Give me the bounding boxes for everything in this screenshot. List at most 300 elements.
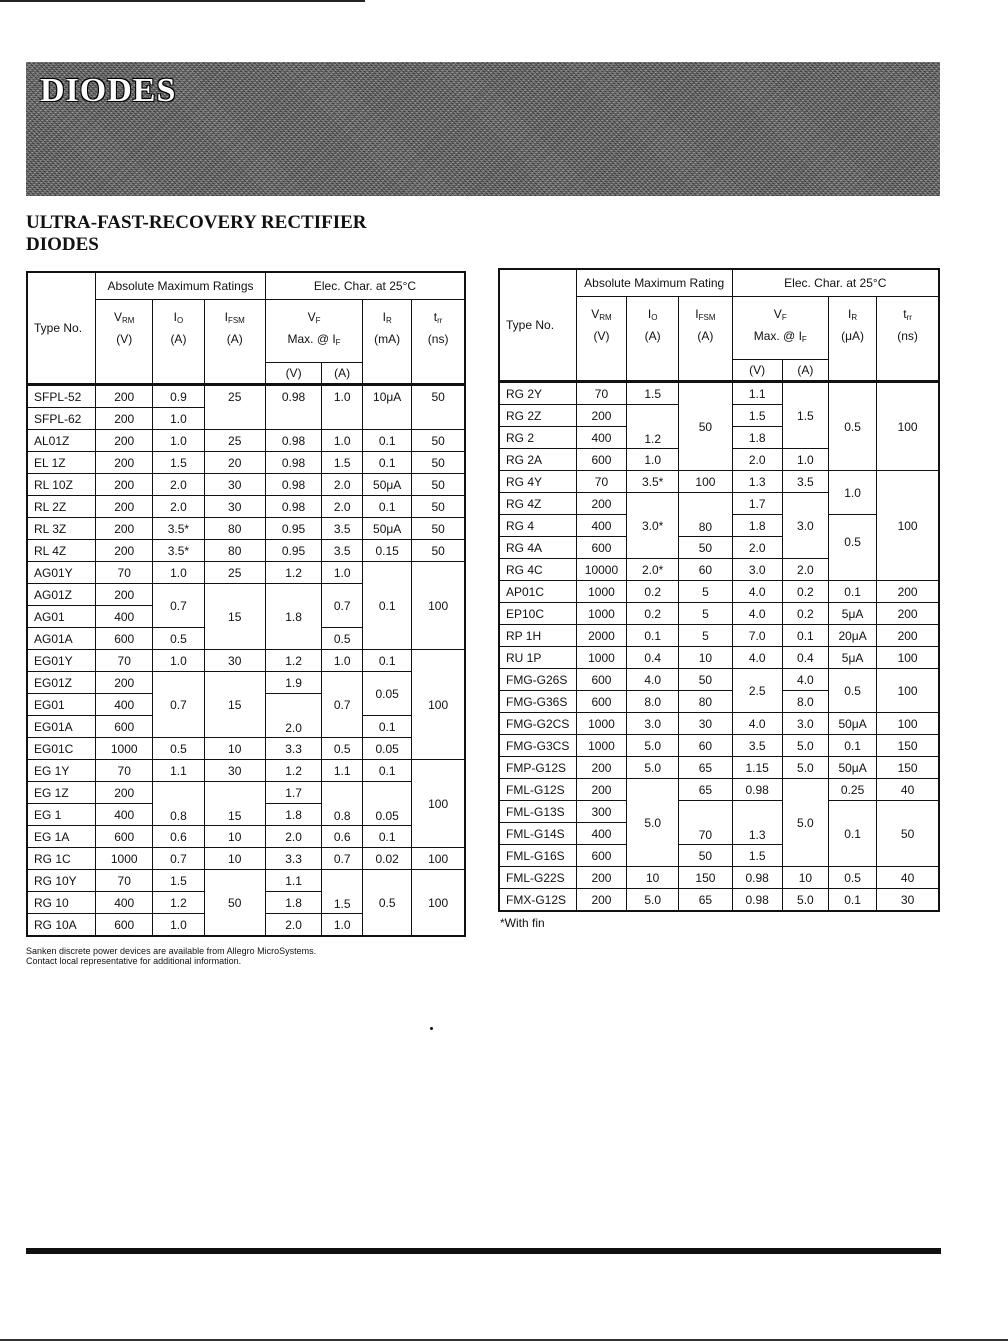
if-cell: 5.0: [782, 889, 828, 912]
trr-cell: 150: [877, 757, 939, 779]
type-cell: RL 4Z: [27, 540, 96, 562]
type-cell: FML-G16S: [499, 845, 576, 867]
trr-cell: 100: [877, 647, 939, 669]
vf-cell: 0.95: [265, 518, 321, 540]
type-cell: RG 10Y: [27, 870, 96, 892]
footnote-line-2: Contact local representative for additional information.: [26, 956, 242, 966]
table-row: [499, 625, 939, 647]
vrm-cell: 200: [96, 474, 153, 496]
ifsm-header: $I_{FSM}$ (A): [679, 297, 732, 382]
vrm-cell: 1000: [576, 713, 626, 735]
ifsm-cell: 10: [204, 826, 265, 848]
ir-cell: 0.05: [363, 738, 412, 760]
ir-cell: 0.1: [363, 760, 412, 782]
ir-cell: 0.1: [363, 430, 412, 452]
ir-cell: 0.02: [363, 848, 412, 870]
table-row: [499, 713, 939, 735]
table-row: [27, 782, 465, 804]
ifsm-header: $I_{FSM}$ (A): [204, 300, 265, 385]
vf-cell: 1.3: [732, 801, 782, 845]
vrm-cell: 400: [576, 427, 626, 449]
vrm-cell: 2000: [576, 625, 626, 647]
ifsm-cell: 10: [679, 647, 732, 669]
vrm-cell: 200: [96, 430, 153, 452]
trr-cell: 100: [412, 760, 465, 848]
banner-title: DIODES: [40, 72, 177, 109]
ifsm-cell: 80: [679, 691, 732, 713]
vf-cell: 2.0: [265, 826, 321, 848]
io-cell: 0.5: [153, 628, 204, 650]
type-header: Type No.: [27, 272, 96, 385]
vrm-cell: 200: [576, 493, 626, 515]
type-header: Type No.: [499, 269, 576, 382]
bottom-rule: [26, 1248, 941, 1254]
io-cell: 1.2: [153, 892, 204, 914]
ifsm-cell: 30: [679, 713, 732, 735]
type-cell: SFPL-52: [27, 385, 96, 408]
ifsm-cell: 80: [679, 493, 732, 537]
if-cell: 10: [782, 867, 828, 889]
type-cell: EL 1Z: [27, 452, 96, 474]
io-header: $I_O$ (A): [627, 297, 679, 382]
io-cell: 0.7: [153, 672, 204, 738]
trr-cell: 50: [412, 430, 465, 452]
ifsm-cell: 25: [204, 385, 265, 430]
table-row: [27, 738, 465, 760]
if-cell: 5.0: [782, 779, 828, 867]
heading-line-2: DIODES: [26, 234, 99, 255]
if-cell: 5.0: [782, 735, 828, 757]
if-cell: 0.7: [322, 672, 363, 738]
table-row: [499, 669, 939, 691]
vrm-cell: 600: [576, 691, 626, 713]
ir-cell: 50μA: [828, 713, 876, 735]
type-cell: EG01C: [27, 738, 96, 760]
table-row: [27, 385, 465, 408]
ifsm-cell: 25: [204, 562, 265, 584]
table-row: [27, 452, 465, 474]
ifsm-cell: 30: [204, 650, 265, 672]
ifsm-cell: 50: [679, 537, 732, 559]
if-cell: 8.0: [782, 691, 828, 713]
vrm-cell: 70: [96, 562, 153, 584]
ifsm-cell: 5: [679, 625, 732, 647]
io-cell: 1.5: [153, 452, 204, 474]
if-cell: 1.0: [322, 562, 363, 584]
trr-cell: 50: [877, 801, 939, 867]
vrm-cell: 70: [576, 471, 626, 493]
io-cell: 1.5: [627, 382, 679, 405]
trr-cell: 50: [412, 474, 465, 496]
vf-cell: 0.98: [732, 779, 782, 801]
io-cell: 1.0: [153, 650, 204, 672]
if-cell: 1.0: [322, 385, 363, 430]
io-cell: 1.2: [627, 405, 679, 449]
ifsm-cell: 100: [679, 471, 732, 493]
footnote: [26, 946, 316, 966]
vrm-cell: 1000: [96, 848, 153, 870]
io-cell: 3.5*: [153, 518, 204, 540]
ir-cell: 0.1: [363, 826, 412, 848]
vrm-cell: 70: [96, 650, 153, 672]
ifsm-cell: 80: [204, 518, 265, 540]
if-cell: 2.0: [322, 496, 363, 518]
vf-amps-unit: (A): [322, 363, 363, 385]
vrm-cell: 200: [96, 672, 153, 694]
vrm-cell: 1000: [576, 581, 626, 603]
elec-char-header: Elec. Char. at 25°C: [732, 269, 939, 297]
ifsm-cell: 30: [204, 760, 265, 782]
vf-cell: 0.98: [265, 385, 321, 430]
ifsm-cell: 15: [204, 584, 265, 650]
io-cell: 5.0: [627, 779, 679, 867]
io-cell: 1.5: [153, 870, 204, 892]
io-cell: 0.7: [153, 584, 204, 628]
vrm-cell: 200: [96, 540, 153, 562]
ifsm-cell: 10: [204, 848, 265, 870]
ifsm-cell: 150: [679, 867, 732, 889]
trr-cell: 200: [877, 625, 939, 647]
type-cell: FMG-G3CS: [499, 735, 576, 757]
if-cell: 1.1: [322, 760, 363, 782]
vrm-cell: 200: [96, 385, 153, 408]
scan-speck: [430, 1027, 433, 1030]
io-cell: 2.0*: [627, 559, 679, 581]
if-cell: 1.0: [322, 650, 363, 672]
vrm-cell: 600: [96, 628, 153, 650]
ir-header: $I_R$ (mA): [363, 300, 412, 385]
ifsm-cell: 50: [204, 870, 265, 937]
trr-cell: 50: [412, 496, 465, 518]
if-cell: 3.0: [782, 713, 828, 735]
trr-cell: 30: [877, 889, 939, 912]
footnote-line-1: Sanken discrete power devices are available from Allegro MicroSystems.: [26, 946, 317, 956]
io-cell: 1.0: [153, 914, 204, 937]
ir-cell: 20μA: [828, 625, 876, 647]
vrm-cell: 1000: [576, 735, 626, 757]
vf-cell: 3.0: [732, 559, 782, 581]
type-cell: AG01: [27, 606, 96, 628]
vrm-cell: 70: [576, 382, 626, 405]
io-cell: 0.4: [627, 647, 679, 669]
ir-cell: 50μA: [363, 474, 412, 496]
type-cell: RL 2Z: [27, 496, 96, 518]
io-header: $I_O$ (A): [153, 300, 204, 385]
vf-cell: 1.15: [732, 757, 782, 779]
ifsm-cell: 65: [679, 779, 732, 801]
type-cell: EG 1Y: [27, 760, 96, 782]
vf-cell: 2.0: [265, 694, 321, 738]
ir-cell: 0.05: [363, 672, 412, 716]
vrm-header: $V_{RM}$ (V): [96, 300, 153, 385]
vf-volts-unit: (V): [732, 360, 782, 382]
vf-cell: 0.98: [265, 474, 321, 496]
vf-cell: 0.98: [732, 867, 782, 889]
vrm-cell: 300: [576, 801, 626, 823]
io-cell: 0.2: [627, 603, 679, 625]
vrm-cell: 400: [96, 694, 153, 716]
vrm-cell: 200: [576, 889, 626, 912]
ir-cell: 0.15: [363, 540, 412, 562]
vf-cell: 1.8: [732, 515, 782, 537]
vf-amps-unit: (A): [782, 360, 828, 382]
if-cell: 4.0: [782, 669, 828, 691]
vf-cell: 2.0: [265, 914, 321, 937]
type-cell: AG01A: [27, 628, 96, 650]
ifsm-cell: 20: [204, 452, 265, 474]
type-cell: AG01Y: [27, 562, 96, 584]
table-row: [27, 848, 465, 870]
type-cell: FML-G14S: [499, 823, 576, 845]
vf-cell: 1.1: [732, 382, 782, 405]
if-cell: 1.0: [782, 449, 828, 471]
if-cell: 3.5: [322, 518, 363, 540]
ifsm-cell: 50: [679, 382, 732, 471]
ir-cell: 50μA: [828, 757, 876, 779]
table-row: [499, 647, 939, 669]
ir-cell: 0.5: [828, 669, 876, 713]
vf-header: $V_F$ Max. @ $I_F$: [265, 300, 362, 363]
table-row: [27, 760, 465, 782]
vf-cell: 4.0: [732, 581, 782, 603]
vf-cell: 1.8: [265, 584, 321, 650]
vrm-cell: 200: [96, 452, 153, 474]
vf-cell: 4.0: [732, 713, 782, 735]
type-cell: EG 1A: [27, 826, 96, 848]
type-cell: RL 3Z: [27, 518, 96, 540]
if-cell: 1.5: [322, 870, 363, 914]
vrm-cell: 70: [96, 870, 153, 892]
table-row: [499, 382, 939, 405]
vrm-cell: 1000: [96, 738, 153, 760]
table-row: [499, 779, 939, 801]
vrm-cell: 400: [96, 804, 153, 826]
table-row: [499, 757, 939, 779]
io-cell: 2.0: [153, 474, 204, 496]
type-cell: FML-G13S: [499, 801, 576, 823]
type-cell: RU 1P: [499, 647, 576, 669]
if-cell: 2.0: [322, 474, 363, 496]
vrm-cell: 600: [576, 669, 626, 691]
table-row: [499, 735, 939, 757]
ifsm-cell: 25: [204, 430, 265, 452]
io-cell: 1.1: [153, 760, 204, 782]
vrm-header: $V_{RM}$ (V): [576, 297, 626, 382]
type-cell: RG 2Z: [499, 405, 576, 427]
ir-cell: 10μA: [363, 385, 412, 430]
io-cell: 0.6: [153, 826, 204, 848]
trr-cell: 100: [877, 713, 939, 735]
vf-cell: 1.2: [265, 562, 321, 584]
vrm-cell: 600: [576, 537, 626, 559]
if-cell: 3.5: [322, 540, 363, 562]
heading-line-1: ULTRA-FAST-RECOVERY RECTIFIER: [26, 212, 367, 233]
vrm-cell: 600: [96, 914, 153, 937]
io-cell: 8.0: [627, 691, 679, 713]
trr-cell: 100: [412, 870, 465, 937]
io-cell: 0.1: [627, 625, 679, 647]
vf-header: $V_F$ Max. @ $I_F$: [732, 297, 828, 360]
io-cell: 5.0: [627, 757, 679, 779]
trr-cell: 40: [877, 867, 939, 889]
io-cell: 4.0: [627, 669, 679, 691]
vrm-cell: 600: [576, 845, 626, 867]
vf-cell: 1.8: [732, 427, 782, 449]
vf-cell: 2.5: [732, 669, 782, 713]
elec-char-header: Elec. Char. at 25°C: [265, 272, 465, 300]
ir-cell: 50μA: [363, 518, 412, 540]
left-spec-table: [26, 271, 466, 937]
right-spec-table: [498, 268, 940, 912]
if-cell: 2.0: [782, 559, 828, 581]
fin-note: *With fin: [500, 916, 545, 930]
vrm-cell: 400: [96, 892, 153, 914]
vf-cell: 1.9: [265, 672, 321, 694]
type-cell: RG 4C: [499, 559, 576, 581]
vrm-cell: 200: [96, 584, 153, 606]
type-cell: RG 4Y: [499, 471, 576, 493]
trr-cell: 50: [412, 452, 465, 474]
vf-cell: 3.3: [265, 738, 321, 760]
ifsm-cell: 60: [679, 735, 732, 757]
if-cell: 0.2: [782, 581, 828, 603]
table-row: [499, 471, 939, 493]
table-row: [27, 672, 465, 694]
vrm-cell: 1000: [576, 647, 626, 669]
if-cell: 0.5: [322, 738, 363, 760]
vf-cell: 2.0: [732, 449, 782, 471]
vrm-cell: 200: [576, 867, 626, 889]
vrm-cell: 400: [576, 515, 626, 537]
if-cell: 1.5: [322, 452, 363, 474]
io-cell: 0.7: [153, 848, 204, 870]
table-row: [27, 518, 465, 540]
type-cell: FMG-G36S: [499, 691, 576, 713]
type-cell: FMG-G26S: [499, 669, 576, 691]
io-cell: 0.8: [153, 782, 204, 826]
if-cell: 0.7: [322, 848, 363, 870]
vrm-cell: 200: [576, 779, 626, 801]
vrm-cell: 600: [96, 826, 153, 848]
ir-cell: 0.1: [363, 496, 412, 518]
ifsm-cell: 15: [204, 672, 265, 738]
type-cell: RG 1C: [27, 848, 96, 870]
io-cell: 2.0: [153, 496, 204, 518]
type-cell: RL 10Z: [27, 474, 96, 496]
type-cell: FMG-G2CS: [499, 713, 576, 735]
if-cell: 1.0: [322, 914, 363, 937]
table-row: [499, 581, 939, 603]
io-cell: 3.5*: [627, 471, 679, 493]
ir-cell: 0.5: [828, 382, 876, 471]
top-rule: [0, 0, 365, 2]
abs-max-header: Absolute Maximum Rating: [576, 269, 732, 297]
vf-cell: 3.5: [732, 735, 782, 757]
if-cell: 0.4: [782, 647, 828, 669]
vf-cell: 0.98: [265, 430, 321, 452]
ifsm-cell: 10: [204, 738, 265, 760]
type-cell: RG 4: [499, 515, 576, 537]
vrm-cell: 200: [576, 405, 626, 427]
io-cell: 1.0: [627, 449, 679, 471]
table-row: [499, 889, 939, 912]
vf-cell: 0.98: [265, 452, 321, 474]
table-row: [27, 562, 465, 584]
type-cell: RG 4A: [499, 537, 576, 559]
vrm-cell: 600: [576, 449, 626, 471]
section-banner: [26, 62, 940, 196]
type-cell: AL01Z: [27, 430, 96, 452]
page-edge-line: [0, 1339, 1008, 1341]
abs-max-header: Absolute Maximum Ratings: [96, 272, 266, 300]
table-row: [27, 474, 465, 496]
ifsm-cell: 30: [204, 496, 265, 518]
ifsm-cell: 30: [204, 474, 265, 496]
ir-cell: 0.25: [828, 779, 876, 801]
vf-cell: 1.8: [265, 892, 321, 914]
type-cell: RP 1H: [499, 625, 576, 647]
if-cell: 1.5: [782, 382, 828, 449]
vf-cell: 1.3: [732, 471, 782, 493]
vf-cell: 4.0: [732, 647, 782, 669]
ifsm-cell: 50: [679, 845, 732, 867]
ifsm-cell: 70: [679, 801, 732, 845]
trr-cell: 200: [877, 603, 939, 625]
type-cell: AG01Z: [27, 584, 96, 606]
io-cell: 1.0: [153, 430, 204, 452]
ir-cell: 0.1: [828, 581, 876, 603]
vf-cell: 1.1: [265, 870, 321, 892]
io-cell: 3.5*: [153, 540, 204, 562]
trr-cell: 40: [877, 779, 939, 801]
vrm-cell: 200: [576, 757, 626, 779]
if-cell: 3.0: [782, 493, 828, 559]
trr-cell: 100: [412, 562, 465, 650]
ifsm-cell: 50: [679, 669, 732, 691]
type-cell: FMP-G12S: [499, 757, 576, 779]
trr-cell: 100: [412, 650, 465, 760]
trr-header: $t_{rr}$ (ns): [877, 297, 939, 382]
type-cell: EP10C: [499, 603, 576, 625]
trr-cell: 100: [877, 471, 939, 581]
vrm-cell: 400: [96, 606, 153, 628]
vf-cell: 1.2: [265, 760, 321, 782]
ir-cell: 0.05: [363, 782, 412, 826]
trr-cell: 100: [877, 382, 939, 471]
table-row: [27, 826, 465, 848]
type-cell: FML-G12S: [499, 779, 576, 801]
trr-cell: 100: [412, 848, 465, 870]
type-cell: EG01Y: [27, 650, 96, 672]
type-cell: EG 1: [27, 804, 96, 826]
table-row: [499, 603, 939, 625]
io-cell: 5.0: [627, 735, 679, 757]
vf-cell: 1.2: [265, 650, 321, 672]
ifsm-cell: 5: [679, 603, 732, 625]
vrm-cell: 200: [96, 518, 153, 540]
vf-cell: 4.0: [732, 603, 782, 625]
io-cell: 10: [627, 867, 679, 889]
vf-cell: 0.98: [732, 889, 782, 912]
type-cell: EG01A: [27, 716, 96, 738]
type-cell: EG01: [27, 694, 96, 716]
type-cell: RG 2: [499, 427, 576, 449]
vrm-cell: 70: [96, 760, 153, 782]
ifsm-cell: 5: [679, 581, 732, 603]
vf-cell: 1.5: [732, 845, 782, 867]
if-cell: 5.0: [782, 757, 828, 779]
type-cell: RG 4Z: [499, 493, 576, 515]
